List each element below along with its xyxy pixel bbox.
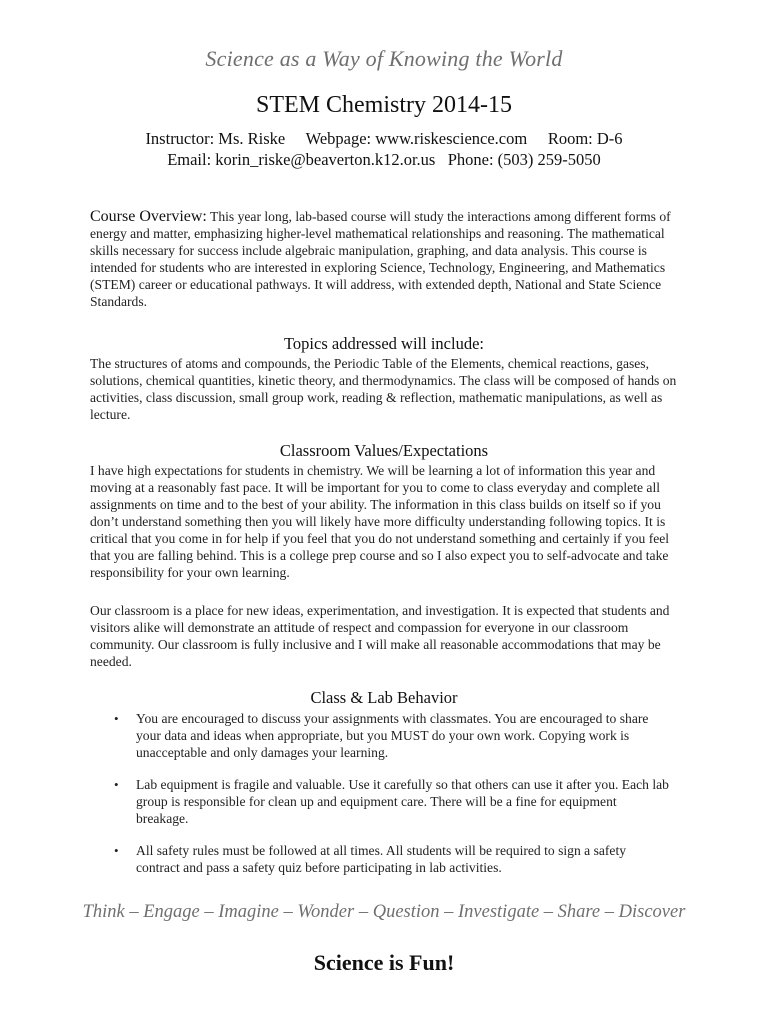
bullet-icon: •	[114, 843, 119, 858]
behavior-item-text: Lab equipment is fragile and valuable. Use it carefully so that others can use it after you. Each lab group is responsible for clean up and equipment care. There will be a fine for equipment breakage.	[136, 777, 669, 826]
values-heading: Classroom Values/Expectations	[279, 441, 489, 460]
bullet-icon: •	[114, 777, 119, 792]
course-overview	[90, 208, 690, 310]
email-info: Email: korin_riske@beaverton.k12.or.us	[167, 150, 436, 169]
phone-info: Phone: (503) 259-5050	[447, 150, 601, 169]
list-item	[110, 776, 670, 827]
values-paragraph-2: Our classroom is a place for new ideas, experimentation, and investigation. It is expected that students and visitors alike will demonstrate an attitude of respect and compassion for everyone in our classroom community. Our classroom is fully inclusive and I will make all reasonable accommodations that may be needed.	[90, 603, 670, 669]
instructor-name: Instructor: Ms. Riske	[145, 129, 286, 148]
contact-line-1	[0, 129, 768, 149]
behavior-list	[110, 710, 670, 891]
room-info: Room: D-6	[547, 129, 623, 148]
page-title: STEM Chemistry 2014-15	[256, 92, 512, 118]
bullet-icon: •	[114, 711, 119, 726]
behavior-item-text: All safety rules must be followed at all times. All students will be required to sign a safety contract and pass a safety quiz before participating in lab activities.	[136, 843, 627, 875]
topics-text: The structures of atoms and compounds, the Periodic Table of the Elements, chemical reactions, gases, solutions, chemical quantities, kinetic theory, and thermodynamics. The class will be composed of hands on activities, class discussion, small group work, reading & reflection, mathematic manipulations, as well as lecture.	[90, 356, 677, 422]
values-paragraph-1: I have high expectations for students in chemistry. We will be learning a lot of information this year and moving at a reasonably fast pace. It will be important for you to come to class everyday and complete all assignments on time and to the best of your ability. The information in this class builds on itself so if you don’t understand something then you will likely have more difficulty understanding following topics. It is critical that you come in for help if you feel that you do not understand something and certainly if you feel that you are falling behind. This is a college prep course and so I also expect you to self-advocate and take responsibility for your own learning.	[90, 463, 670, 580]
closing-statement: Science is Fun!	[313, 950, 455, 975]
list-item	[110, 710, 670, 761]
list-item	[110, 842, 670, 876]
tagline-footer: Think – Engage – Imagine – Wonder – Question – Investigate – Share – Discover	[82, 902, 686, 922]
topics-heading: Topics addressed will include:	[283, 334, 484, 353]
behavior-item-text: You are encouraged to discuss your assignments with classmates. You are encouraged to share your data and ideas when appropriate, but you MUST do your own work. Copying work is unacceptable and only damages your learning.	[136, 711, 649, 760]
contact-line-2	[0, 150, 768, 170]
motto-header: Science as a Way of Knowing the World	[205, 46, 563, 71]
course-overview-text: This year long, lab-based course will study the interactions among different forms of energy and matter, emphasizing higher-level mathematical relationships and reasoning. The mathematical skills necessary for success include algebraic manipulation, graphing, and data analysis. This course is intended for students who are interested in exploring Science, Technology, Engineering, and Mathematics (STEM) career or educational pathways. It will address, with extended depth, National and State Science Standards.	[90, 209, 671, 309]
behavior-heading: Class & Lab Behavior	[310, 688, 458, 707]
course-overview-heading: Course Overview:	[90, 208, 207, 225]
webpage-info: Webpage: www.riskescience.com	[305, 129, 528, 148]
